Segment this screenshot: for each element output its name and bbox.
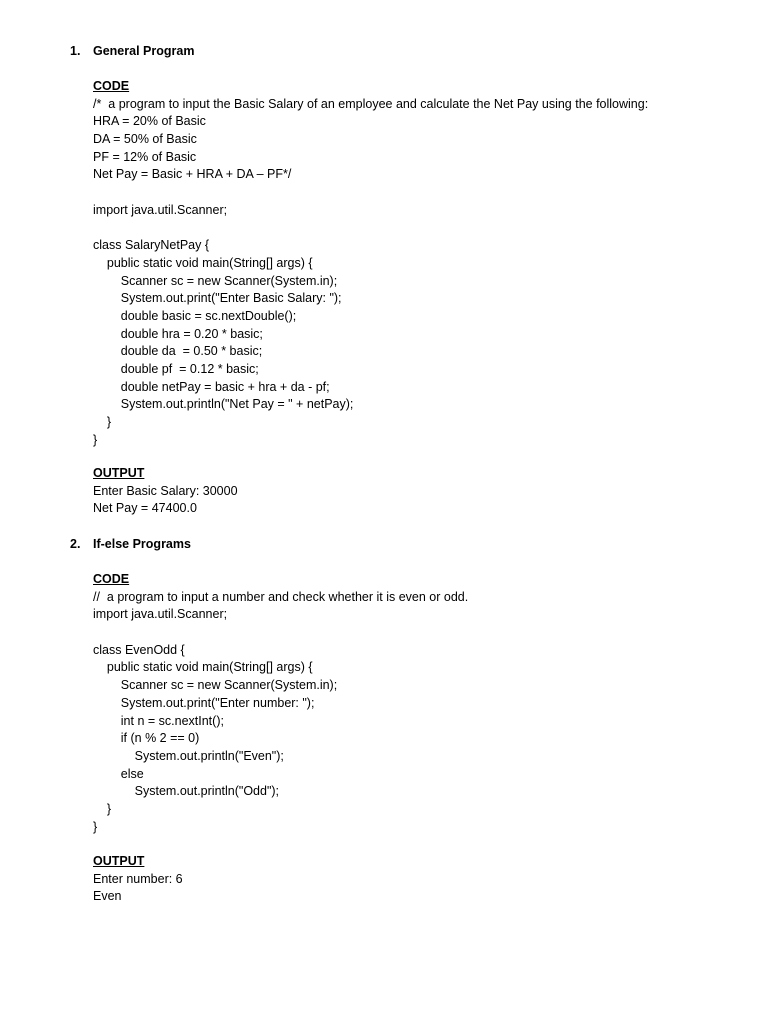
section-1-code-block [93, 78, 753, 449]
code-line: double da = 0.50 * basic; [93, 344, 263, 359]
output-line: Net Pay = 47400.0 [93, 501, 197, 516]
code-line: System.out.print("Enter Basic Salary: "); [93, 291, 342, 306]
code-line: Net Pay = Basic + HRA + DA – PF*/ [93, 167, 292, 182]
section-2-code-block [93, 571, 753, 836]
section-1-number: 1. [70, 44, 81, 58]
code-line [93, 220, 753, 238]
code-line: } [93, 801, 112, 816]
code-line: public static void main(String[] args) { [93, 660, 313, 675]
code-line: double netPay = basic + hra + da - pf; [93, 379, 330, 394]
code-line: double pf = 0.12 * basic; [93, 362, 259, 377]
section-2-output-label: OUTPUT [93, 854, 145, 868]
code-line: System.out.println("Net Pay = " + netPay); [93, 397, 354, 412]
code-line: } [93, 432, 98, 447]
section-1-output-block [93, 465, 753, 518]
section-2-code-label: CODE [93, 572, 130, 586]
code-line: double hra = 0.20 * basic; [93, 326, 263, 341]
section-2-title: If-else Programs [93, 537, 191, 551]
code-line: else [93, 766, 144, 781]
section-2-number: 2. [70, 537, 81, 551]
code-line [93, 624, 753, 642]
section-1-output-label: OUTPUT [93, 466, 145, 480]
code-line: import java.util.Scanner; [93, 202, 228, 217]
output-line: Even [93, 889, 122, 904]
output-line: Enter Basic Salary: 30000 [93, 483, 238, 498]
code-line: DA = 50% of Basic [93, 132, 197, 147]
code-line: if (n % 2 == 0) [93, 731, 200, 746]
section-1-title: General Program [93, 44, 195, 58]
code-line: class EvenOdd { [93, 642, 185, 657]
code-line: Scanner sc = new Scanner(System.in); [93, 273, 338, 288]
code-line: int n = sc.nextInt(); [93, 713, 224, 728]
code-line: // a program to input a number and check whether it is even or odd. [93, 589, 469, 604]
section-1-heading [70, 43, 194, 61]
code-line: System.out.println("Odd"); [93, 784, 280, 799]
code-line: import java.util.Scanner; [93, 607, 228, 622]
code-line: HRA = 20% of Basic [93, 114, 206, 129]
code-line [93, 184, 753, 202]
section-2-output-block [93, 853, 753, 906]
code-line: } [93, 819, 98, 834]
code-line: class SalaryNetPay { [93, 238, 210, 253]
code-line: } [93, 415, 112, 430]
code-line: double basic = sc.nextDouble(); [93, 308, 297, 323]
code-line: System.out.println("Even"); [93, 748, 284, 763]
code-line: System.out.print("Enter number: "); [93, 695, 315, 710]
code-line: /* a program to input the Basic Salary of an employee and calculate the Net Pay using the following: [93, 96, 649, 111]
code-line: PF = 12% of Basic [93, 149, 197, 164]
section-2-heading [70, 536, 191, 554]
section-1-code-label: CODE [93, 79, 130, 93]
code-line: Scanner sc = new Scanner(System.in); [93, 678, 338, 693]
output-line: Enter number: 6 [93, 871, 183, 886]
code-line: public static void main(String[] args) { [93, 255, 313, 270]
